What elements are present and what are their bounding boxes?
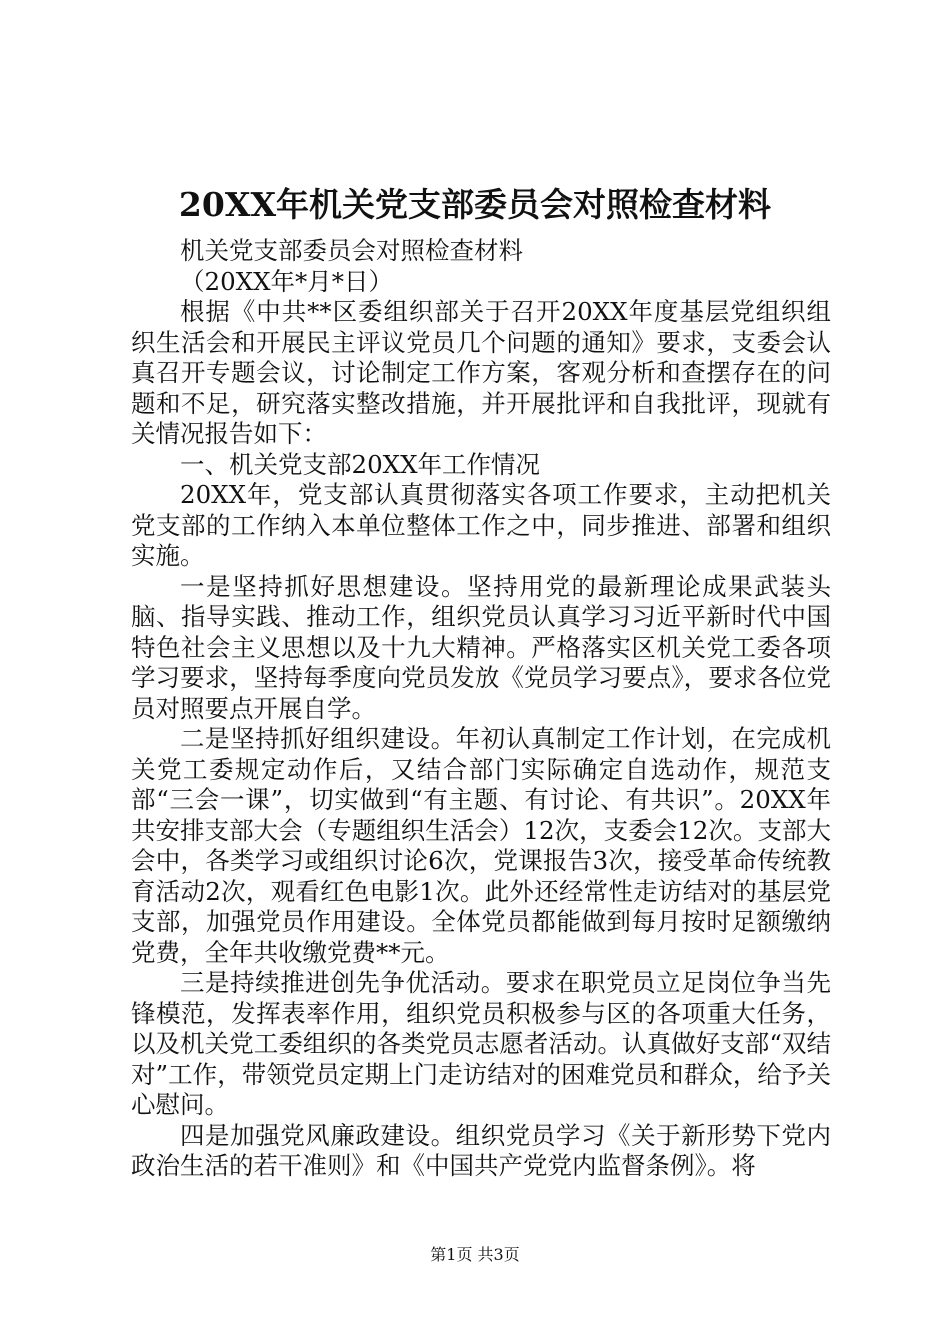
section-heading: 一、机关党支部20XX年工作情况 [180, 449, 541, 479]
paragraph-intro: 根据《中共**区委组织部关于召开20XX年度基层党组织组织生活会和开展民主评议党员几个问题的通知》要求，支委会认真召开专题会议，讨论制定工作方案，客观分析和查摆存在的问题和不足，研究落实整改措施，并开展批评和自我批评，现就有关情况报告如下： [131, 297, 831, 448]
paragraph-item-1: 一是坚持抓好思想建设。坚持用党的最新理论成果武装头脑、指导实践、推动工作，组织党员认真学习习近平新时代中国特色社会主义思想以及十九大精神。严格落实区机关党工委各项学习要求，坚持每季度向党员发放《党员学习要点》，要求各位党员对照要点开展自学。 [131, 571, 831, 723]
paragraph-subtitle: 机关党支部委员会对照检查材料 [180, 236, 523, 265]
paragraph-overview: 20XX年，党支部认真贯彻落实各项工作要求，主动把机关党支部的工作纳入本单位整体工作之中，同步推进、部署和组织实施。 [131, 480, 831, 570]
paragraph-item-3: 三是持续推进创先争优活动。要求在职党员立足岗位争当先锋模范，发挥表率作用，组织党员积极参与区的各项重大任务，以及机关党工委组织的各类党员志愿者活动。认真做好支部“双结对”工作，带领党员定期上门走访结对的困难党员和群众，给予关心慰问。 [131, 968, 831, 1119]
paragraph-item-2: 二是坚持抓好组织建设。年初认真制定工作计划，在完成机关党工委规定动作后，又结合部门实际确定自选动作，规范支部“三会一课”，切实做到“有主题、有讨论、有共识”。20XX年共安排支部大会（专题组织生活会）12次，支委会12次。支部大会中，各类学习或组织讨论6次，党课报告3次，接受革命传统教育活动2次，观看红色电影1次。此外还经常性走访结对的基层党支部，加强党员作用建设。全体党员都能做到每月按时足额缴纳党费，全年共收缴党费**元。 [131, 724, 831, 967]
page-footer: 第1页 共3页 [430, 1245, 520, 1264]
document-title: 20XX年机关党支部委员会对照检查材料 [178, 185, 772, 224]
paragraph-item-4: 四是加强党风廉政建设。组织党员学习《关于新形势下党内政治生活的若干准则》和《中国共产党党内监督条例》。将 [131, 1120, 831, 1180]
document-body [131, 236, 831, 1182]
paragraph-date: （20XX年*月*日） [180, 266, 394, 296]
